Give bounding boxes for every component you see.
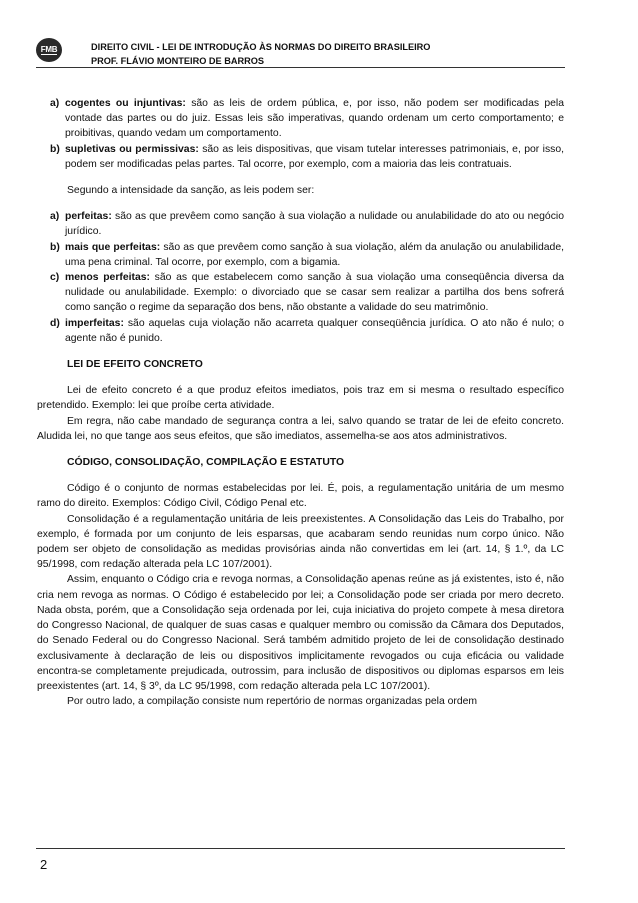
list-item: a) perfeitas: são as que prevêem como sanção à sua violação a nulidade ou anulabilidade do ato ou negócio jurídico.	[50, 211, 564, 238]
section-heading: LEI DE EFEITO CONCRETO	[67, 359, 203, 371]
paragraph: Em regra, não cabe mandado de segurança contra a lei, salvo quando se tratar de lei de efeito concreto. Aludida lei, no que tange aos seus efeitos, que são imediatos, assemelha-se aos atos administrativos.	[37, 415, 564, 442]
list-text: são as que prevêem como sanção à sua violação a nulidade ou anulabilidade do ato ou negócio jurídico.	[65, 211, 564, 238]
footer-divider	[36, 848, 565, 849]
list-term: menos perfeitas:	[65, 272, 150, 284]
list-text: são aquelas cuja violação não acarreta qualquer conseqüência jurídica. O ato não é nulo; o agente não é punido.	[65, 317, 564, 344]
paragraph: Lei de efeito concreto é a que produz efeitos imediatos, pois traz em si mesma o resultado específico pretendido. Exemplo: lei que proíbe certa atividade.	[37, 385, 564, 412]
list-text: são as leis de ordem pública, e, por isso, não podem ser modificadas pela vontade das partes ou do juiz. Essas leis são imperativas, quando ordenam um certo comportamento; e proibitivas, quando vedam um comportamento.	[65, 98, 564, 140]
list-item: b) mais que perfeitas: são as que prevêem como sanção à sua violação, além da anulação ou anulabilidade, uma pena criminal. Tal ocorre, por exemplo, com a bigamia.	[50, 241, 564, 268]
document-body	[37, 96, 564, 709]
header-professor: PROF. FLÁVIO MONTEIRO DE BARROS	[91, 56, 265, 66]
sancao-intro: Segundo a intensidade da sanção, as leis podem ser:	[67, 185, 315, 197]
list-item: c) menos perfeitas: são as que estabelecem como sanção à sua violação uma conseqüência diversa da nulidade ou anulabilidade. Exemplo: o divorciado que se casar sem realizar a partilha dos bens sofrerá como sanção o regime da separação dos bens, não obstante a validade do seu matrimônio.	[50, 272, 564, 314]
list-item: a) cogentes ou injuntivas: são as leis de ordem pública, e, por isso, não podem ser modificadas pela vontade das partes ou do juiz. Essas leis são imperativas, quando ordenam um certo comportamento; e proibitivas, quando vedam um comportamento.	[50, 98, 564, 140]
fmb-logo: FMB	[36, 38, 62, 62]
list-term: perfeitas:	[65, 211, 112, 223]
list-term: cogentes ou injuntivas:	[65, 98, 186, 109]
section-heading: CÓDIGO, CONSOLIDAÇÃO, COMPILAÇÃO E ESTATUTO	[67, 457, 345, 469]
paragraph: Código é o conjunto de normas estabelecidas por lei. É, pois, a regulamentação unitária de um mesmo ramo do direito. Exemplos: Código Civil, Código Penal etc.	[37, 483, 564, 510]
page-header	[36, 36, 564, 68]
paragraph: Assim, enquanto o Código cria e revoga normas, a Consolidação apenas reúne as já existentes, isto é, não cria nem revoga as normas. O Código é estabelecido por lei; a Consolidação pode ser criada por mero decreto. Nada obsta, porém, que a Consolidação seja ordenada por lei, cuja iniciativa do projeto compete à mesa diretora do Congresso Nacional, de qualquer de suas casas e qualquer membro ou comissão da Câmara dos Deputados, do Senado Federal ou do Congresso Nacional. Será também admitido projeto de lei de consolidação destinado exclusivamente à declaração de leis ou dispositivos implicitamente revogados ou cuja eficácia ou validade encontra-se completamente prejudicada, outrossim, para inclusão de dispositivos ou diplomas esparsos em leis preexistentes (art. 14, § 3º, da LC 95/1998, com redação alterada pela LC 107/2001).	[37, 574, 564, 692]
header-divider	[36, 67, 565, 68]
list-text: são as leis dispositivas, que visam tutelar interesses patrimoniais, e, por isso, podem ser modificadas pelas partes. Tal ocorre, por exemplo, com a maioria das leis contratuais.	[65, 143, 565, 170]
list-item: b) supletivas ou permissivas: são as leis dispositivas, que visam tutelar interesses patrimoniais, e, por isso, podem ser modificadas pelas partes. Tal ocorre, por exemplo, com a maioria das leis contratuais.	[50, 143, 565, 170]
page-number: 2	[40, 857, 48, 872]
list-text: são as que prevêem como sanção à sua violação, além da anulação ou anulabilidade, uma pena criminal. Tal ocorre, por exemplo, com a bigamia.	[65, 241, 564, 268]
list-text: são as que estabelecem como sanção à sua violação uma conseqüência diversa da nulidade ou anulabilidade. Exemplo: o divorciado que se casar sem realizar a partilha dos bens sofrerá como sanção o regime da separação dos bens, não obstante a validade do seu matrimônio.	[65, 272, 564, 314]
list-term: supletivas ou permissivas:	[65, 143, 199, 155]
list-term: mais que perfeitas:	[65, 241, 161, 253]
paragraph: Por outro lado, a compilação consiste num repertório de normas organizadas pela ordem	[67, 696, 478, 708]
header-title: DIREITO CIVIL - LEI DE INTRODUÇÃO ÀS NORMAS DO DIREITO BRASILEIRO	[91, 42, 431, 52]
list-item: d) imperfeitas: são aquelas cuja violação não acarreta qualquer conseqüência jurídica. O ato não é nulo; o agente não é punido.	[50, 317, 564, 344]
list-term: imperfeitas:	[65, 317, 124, 329]
paragraph: Consolidação é a regulamentação unitária de leis preexistentes. A Consolidação das Leis do Trabalho, por exemplo, é formada por um conjunto de leis esparsas, que acabaram sendo reunidas num corpo único. Não podem ser objeto de consolidação as medidas provisórias ainda não convertidas em lei (art. 14, § 1.º, da LC 95/1998, com redação alterada pela LC 107/2001).	[37, 513, 564, 571]
